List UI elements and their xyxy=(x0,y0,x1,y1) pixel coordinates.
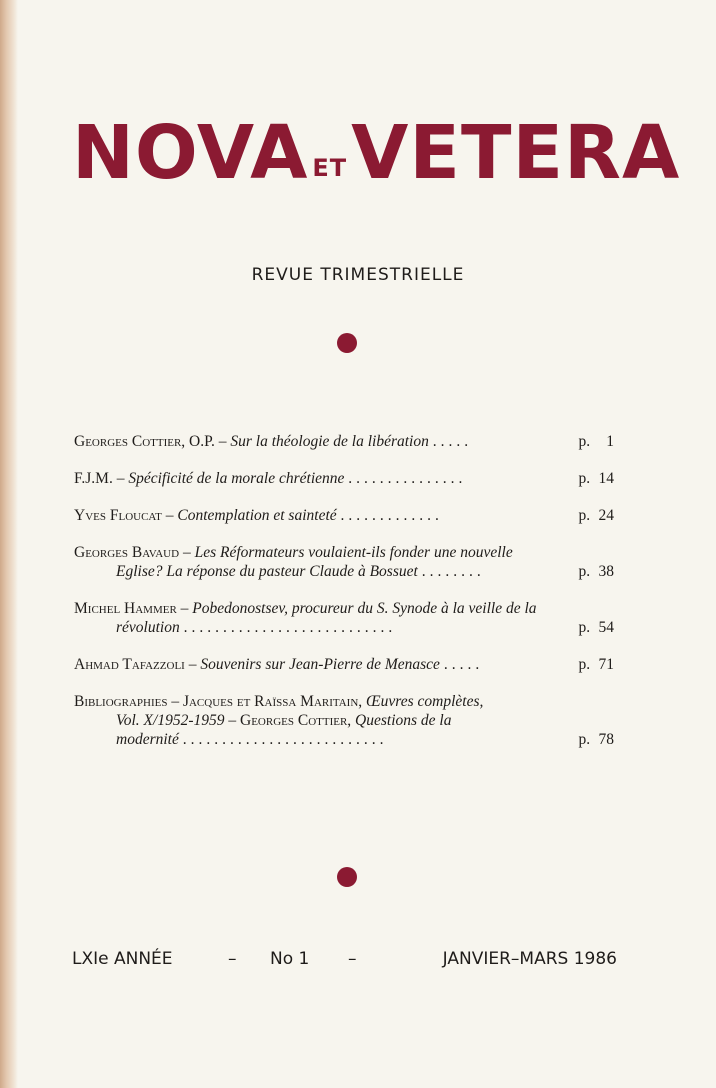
toc-author: F.J.M. xyxy=(74,470,113,487)
toc-page-ref: p. 1 xyxy=(578,433,614,450)
toc-page-ref: p. 24 xyxy=(578,507,614,524)
toc-title: Pobedonostsev, procureur du S. Synode à la veille de la xyxy=(192,600,537,617)
toc-author: Georges Bavaud xyxy=(74,544,180,561)
toc-author: Georges Cottier, O.P. xyxy=(74,433,215,450)
title-et: ET xyxy=(312,154,348,182)
issue-date: JANVIER–MARS 1986 xyxy=(442,949,617,969)
footer-dash: – xyxy=(228,949,237,969)
title-vetera: VETERA xyxy=(351,110,681,196)
toc-entry: Georges Bavaud – Les Réformateurs voulaient-ils fonder une nouvelle Eglise? La réponse du pasteur Claude à Bossuet ........ p. 38 xyxy=(74,544,614,580)
toc-title-cont: modernité xyxy=(116,731,179,748)
toc-title-cont: Eglise? La réponse du pasteur Claude à Bossuet xyxy=(116,563,418,580)
toc-page-ref: p. 54 xyxy=(578,619,614,636)
title-nova: NOVA xyxy=(72,110,309,196)
toc-page-ref: p. 71 xyxy=(578,656,614,673)
toc-title: Œuvres complètes, xyxy=(366,693,484,710)
toc-page-ref: p. 14 xyxy=(578,470,614,487)
journal-subtitle: REVUE TRIMESTRIELLE xyxy=(251,265,465,285)
toc-page-ref: p. 78 xyxy=(578,731,614,748)
toc-title: Les Réformateurs voulaient-ils fonder une nouvelle xyxy=(194,544,513,561)
journal-title xyxy=(72,108,681,198)
issue-footer xyxy=(72,949,617,973)
toc-entry: Georges Cottier, O.P. – Sur la théologie de la libération ..... p. 1 xyxy=(74,433,614,450)
table-of-contents xyxy=(74,432,614,749)
ornament-dot-top xyxy=(337,333,357,353)
toc-title: Sur la théologie de la libération xyxy=(230,433,429,450)
toc-entry: F.J.M. – Spécificité de la morale chrétienne ............... p. 14 xyxy=(74,470,614,487)
toc-title: Souvenirs sur Jean-Pierre de Menasce xyxy=(200,656,440,673)
toc-author: Yves Floucat xyxy=(74,507,162,524)
toc-author: Michel Hammer xyxy=(74,600,177,617)
toc-title: Spécificité de la morale chrétienne xyxy=(128,470,345,487)
issue-year: LXIe ANNÉE xyxy=(72,949,173,969)
toc-title: Contemplation et sainteté xyxy=(177,507,337,524)
toc-author: Bibliographies xyxy=(74,693,168,710)
toc-author: Ahmad Tafazzoli xyxy=(74,656,185,673)
footer-dash: – xyxy=(348,949,357,969)
toc-entry: Ahmad Tafazzoli – Souvenirs sur Jean-Pierre de Menasce ..... p. 71 xyxy=(74,656,614,673)
toc-entry: Bibliographies – Jacques et Raïssa Maritain, Œuvres complètes, Vol. X/1952-1959 – Georges Cottier, Questions de la modernité .......................... p. 78 xyxy=(74,693,614,748)
ornament-dot-bottom xyxy=(337,867,357,887)
toc-page-ref: p. 38 xyxy=(578,563,614,580)
toc-title-cont: révolution xyxy=(116,619,180,636)
issue-number: No 1 xyxy=(270,949,310,969)
toc-entry: Yves Floucat – Contemplation et sainteté ............. p. 24 xyxy=(74,507,614,524)
cover-spine xyxy=(0,0,18,1088)
toc-entry: Michel Hammer – Pobedonostsev, procureur du S. Synode à la veille de la révolution ........................... p. 54 xyxy=(74,600,614,636)
